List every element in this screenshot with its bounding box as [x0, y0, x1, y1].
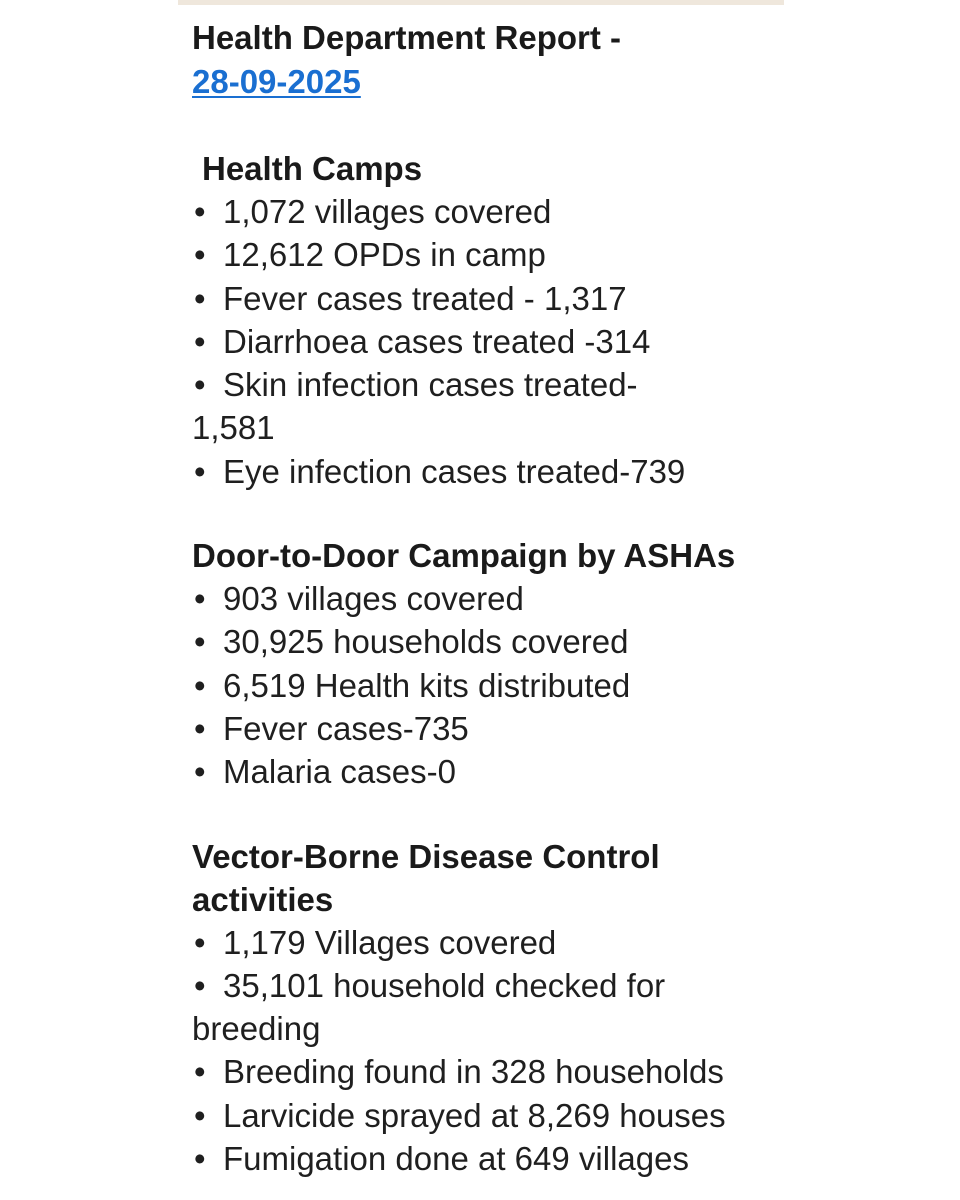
- section-title-line2: activities: [192, 880, 334, 918]
- list-item-text: Diarrhoea cases treated -314: [223, 322, 651, 360]
- list-item: [192, 363, 792, 450]
- bullet-icon: •: [194, 452, 206, 490]
- list-item: [192, 1137, 792, 1180]
- health-camps-list: [192, 190, 792, 493]
- bullet-icon: •: [194, 322, 206, 360]
- list-item-text: 12,612 OPDs in camp: [223, 236, 546, 274]
- list-item: [192, 707, 792, 750]
- bullet-icon: •: [194, 193, 206, 230]
- list-item: [192, 233, 792, 276]
- list-item: [192, 620, 792, 663]
- list-item: [192, 450, 792, 493]
- bullet-icon: •: [194, 753, 206, 791]
- list-item-text: Larvicide sprayed at 8,269 houses: [223, 1096, 726, 1134]
- report-content: [192, 16, 792, 1180]
- bullet-icon: •: [194, 580, 206, 618]
- list-item: [192, 750, 792, 793]
- list-item-text: Malaria cases-0: [223, 753, 456, 791]
- section-title-health-camps: Health Camps: [202, 150, 423, 187]
- bullet-icon: •: [194, 966, 206, 1004]
- list-item-text: 35,101 household checked for: [223, 966, 666, 1004]
- section-title-line1: Vector-Borne Disease Control: [192, 837, 660, 875]
- bullet-icon: •: [194, 623, 206, 661]
- bullet-icon: •: [194, 236, 206, 274]
- section-title-door-to-door: Door-to-Door Campaign by ASHAs: [192, 537, 736, 575]
- list-item: [192, 1094, 792, 1137]
- list-item-text: Fever cases treated - 1,317: [223, 279, 627, 317]
- list-item: [192, 277, 792, 320]
- report-header: [192, 16, 792, 104]
- list-item-text: 903 villages covered: [223, 580, 524, 618]
- report-date-link[interactable]: 28-09-2025: [192, 63, 361, 100]
- list-item-text: Fumigation done at 649 villages: [223, 1140, 689, 1178]
- bullet-icon: •: [194, 366, 206, 404]
- list-item: [192, 664, 792, 707]
- door-to-door-list: [192, 577, 792, 793]
- list-item: [192, 320, 792, 363]
- list-item: [192, 1050, 792, 1093]
- list-item: [192, 921, 792, 964]
- list-item-text: 1,072 villages covered: [223, 193, 552, 230]
- list-item-text: Breeding found in 328 households: [223, 1053, 724, 1091]
- list-item-text: 6,519 Health kits distributed: [223, 666, 631, 704]
- bullet-icon: •: [194, 1053, 206, 1091]
- bullet-icon: •: [194, 666, 206, 704]
- report-title: Health Department Report -: [192, 19, 622, 56]
- list-item-text: 30,925 households covered: [223, 623, 629, 661]
- list-item-text: Skin infection cases treated-: [223, 366, 638, 404]
- section-door-to-door: [192, 534, 792, 793]
- list-item: [192, 964, 792, 1051]
- list-item-text: Fever cases-735: [223, 709, 469, 747]
- list-item: [192, 190, 792, 233]
- bullet-icon: •: [194, 1140, 206, 1178]
- bullet-icon: •: [194, 1096, 206, 1134]
- list-item-text-continued: breeding: [192, 1010, 321, 1048]
- vector-borne-list: [192, 921, 792, 1181]
- bullet-icon: •: [194, 923, 206, 961]
- list-item-text: 1,179 Villages covered: [223, 923, 557, 961]
- list-item: [192, 577, 792, 620]
- top-image-edge: [178, 0, 784, 5]
- bullet-icon: •: [194, 709, 206, 747]
- section-health-camps: [192, 147, 792, 493]
- list-item-text: Eye infection cases treated-739: [223, 452, 686, 490]
- bullet-icon: •: [194, 279, 206, 317]
- list-item-text-continued: 1,581: [192, 409, 275, 447]
- section-vector-borne: [192, 835, 792, 1181]
- section-title-vector-borne: [192, 835, 792, 921]
